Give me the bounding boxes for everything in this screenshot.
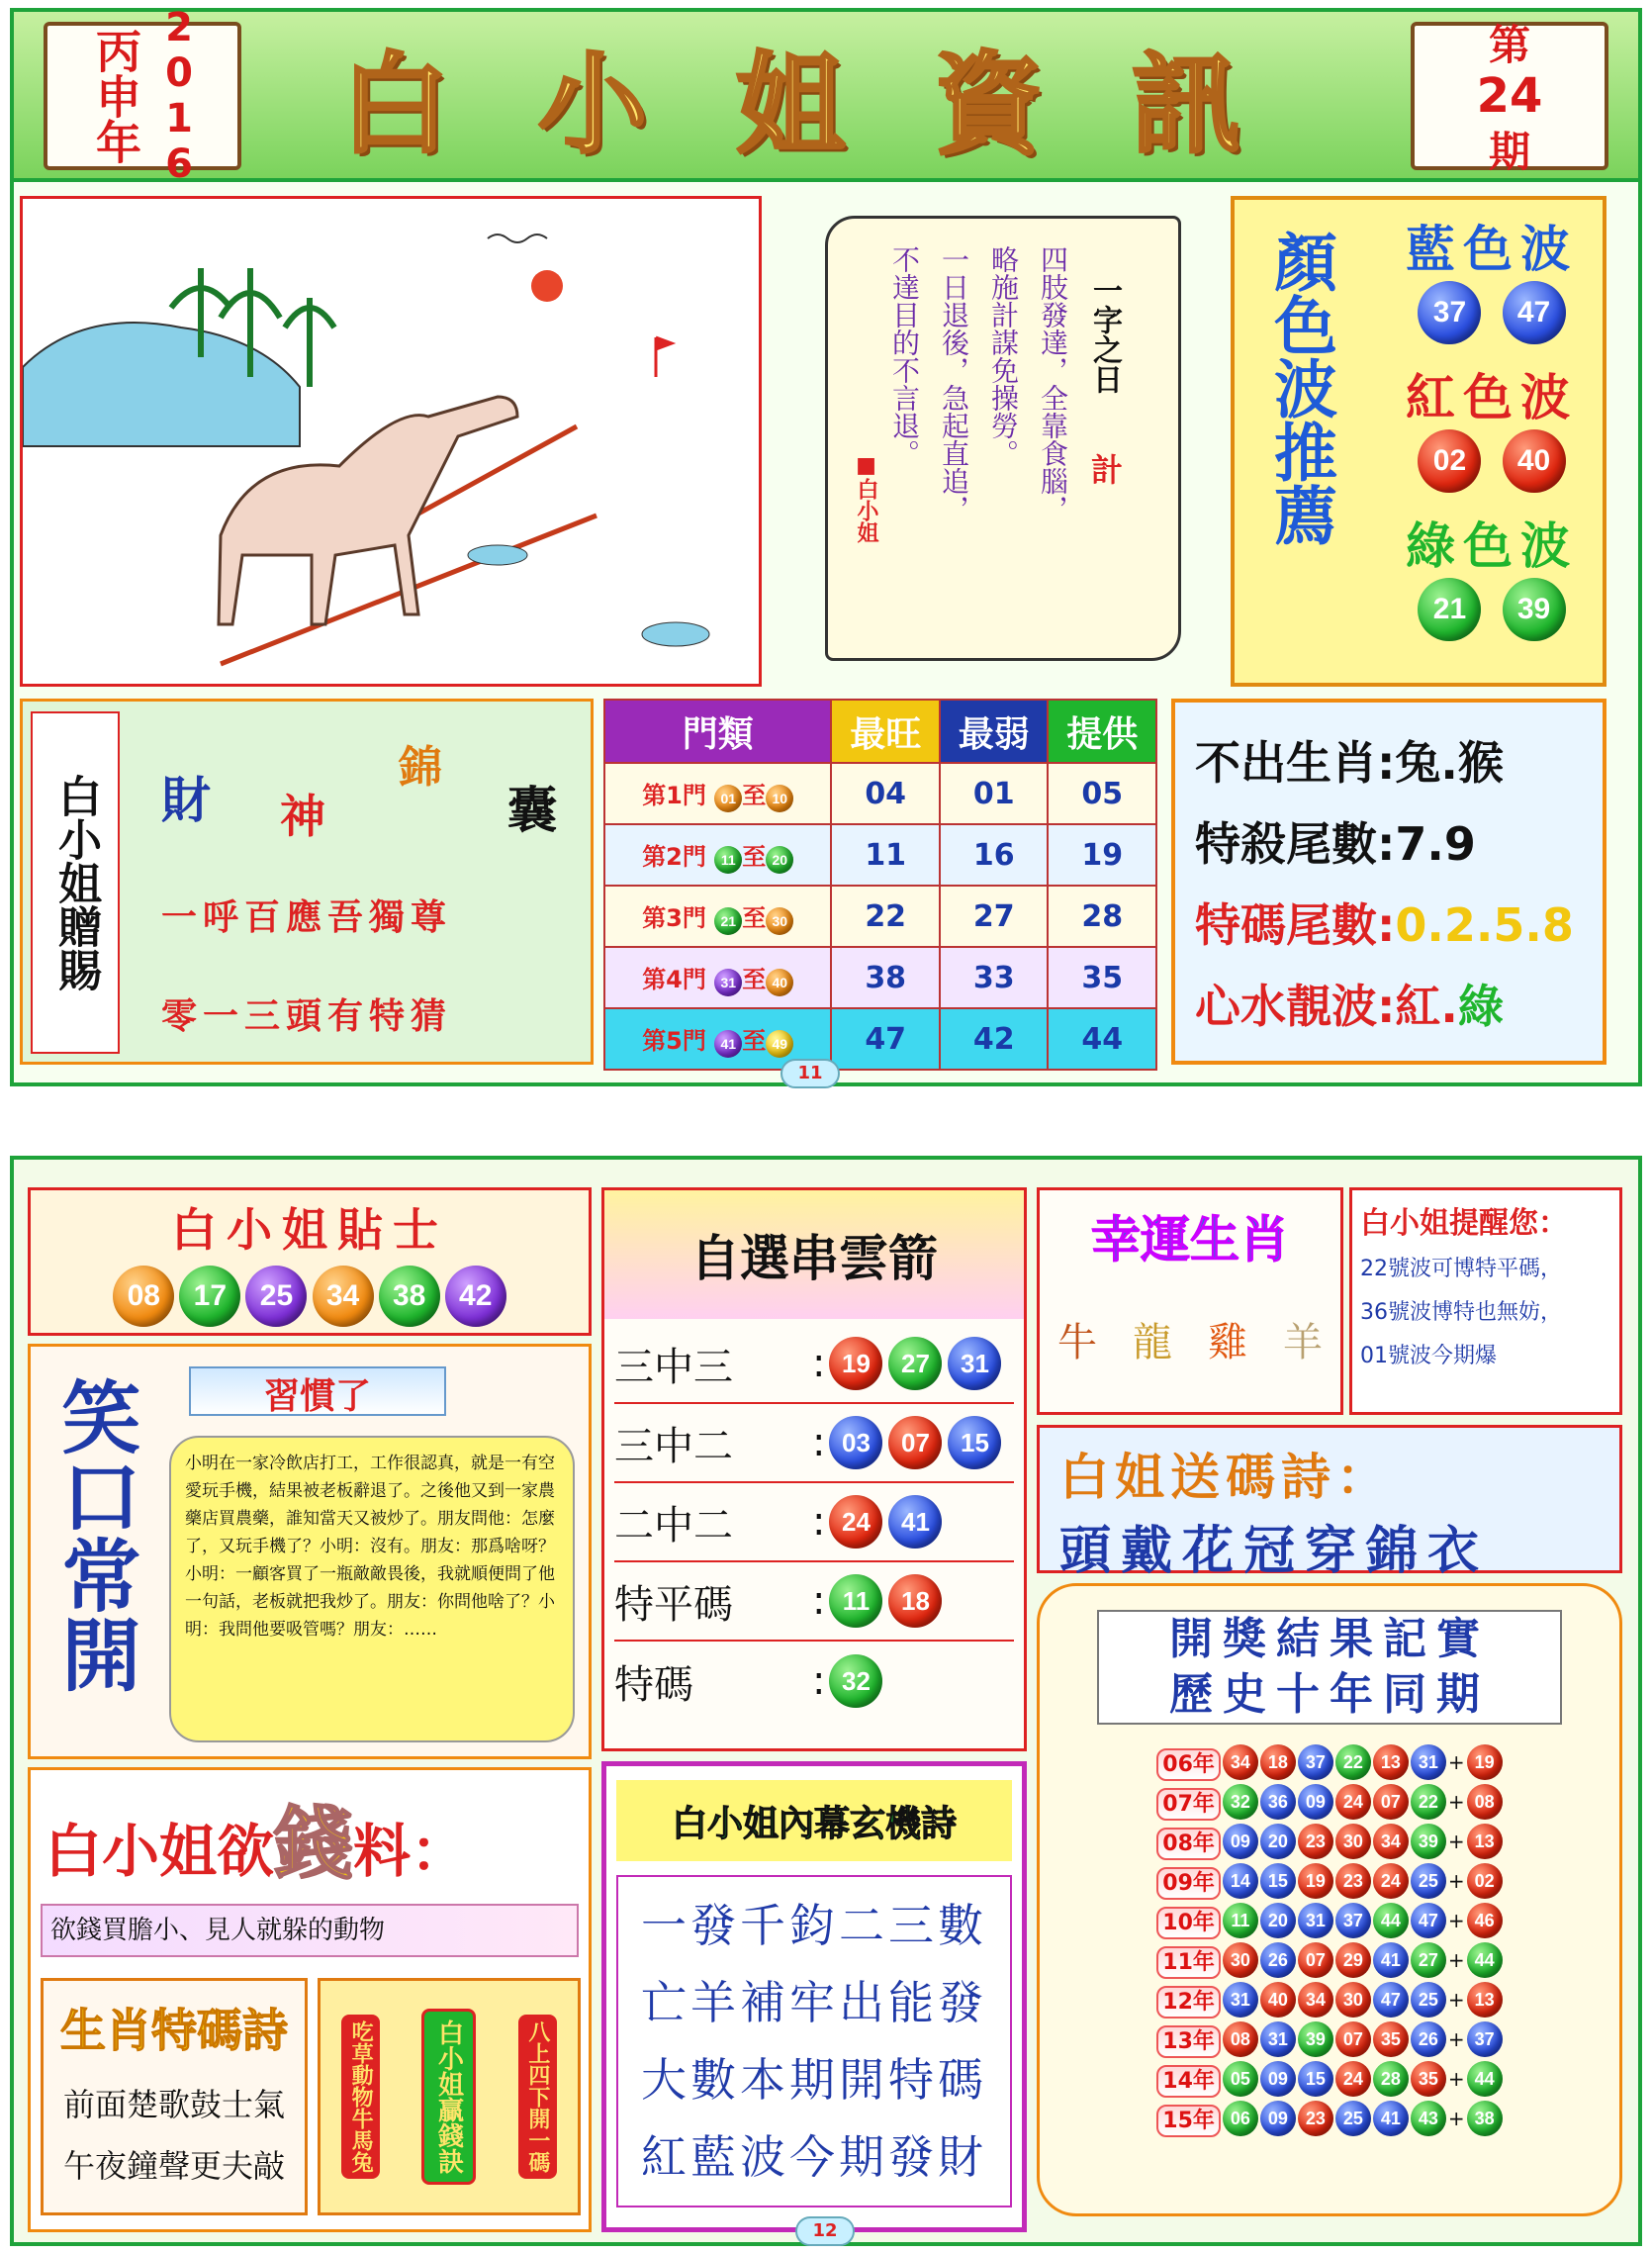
- history-ball: 18: [1260, 1744, 1296, 1780]
- gift-word-1: 財: [161, 771, 211, 829]
- wave-ball: 37: [1418, 281, 1481, 344]
- scroll-middle: 白小姐贏錢訣: [421, 2009, 476, 2185]
- history-ball: 11: [1223, 1903, 1258, 1938]
- history-ball: 30: [1223, 1942, 1258, 1978]
- door-offer: 28: [1048, 886, 1156, 947]
- history-plus: +: [1447, 2067, 1465, 2091]
- no-zodiac-label: 不出生肖: [1195, 736, 1377, 790]
- reminder-line: 36號波博特也無妨，: [1360, 1300, 1562, 1325]
- history-ball: 40: [1260, 1982, 1296, 2018]
- wave-label-red: 紅色波: [1406, 368, 1578, 426]
- history-panel: [1037, 1583, 1622, 2216]
- gift-word-3: 錦: [399, 742, 442, 793]
- history-ball: 32: [1223, 1784, 1258, 1820]
- main-title: [340, 32, 1330, 168]
- history-ball: 47: [1373, 1982, 1409, 2018]
- wave-ball: 02: [1418, 429, 1481, 493]
- year-label: 丙申年: [89, 28, 142, 164]
- wave-ball: 47: [1503, 281, 1566, 344]
- reminder-title: 白小姐提醒您：: [1360, 1206, 1568, 1241]
- reminder-panel: [1349, 1187, 1622, 1415]
- history-year: 07年: [1156, 1788, 1221, 1821]
- no-zodiac-row: 不出生肖:兔.猴: [1195, 736, 1504, 790]
- rooster-icon: 雞: [1208, 1320, 1247, 1365]
- self-pick-row: 三中三 : 19 27 31: [614, 1325, 1014, 1404]
- door-offer: 19: [1048, 824, 1156, 886]
- qian-liao-prefix: 白小姐欲: [45, 1818, 275, 1885]
- history-ball: 31: [1223, 1982, 1258, 2018]
- scroll-heading: 一字之日: [1087, 275, 1122, 394]
- self-pick-row: 特平碼 : 11 18: [614, 1562, 1014, 1642]
- poem-send-title: 白姐送碼詩：: [1059, 1448, 1392, 1506]
- history-ball: 08: [1223, 2021, 1258, 2057]
- history-row: [1155, 1782, 1503, 1822]
- history-year: 10年: [1156, 1907, 1221, 1939]
- tieshi-ball: 17: [179, 1266, 240, 1327]
- scroll-line-3: 一日退後，急起直追，: [938, 245, 970, 522]
- history-special-ball: 44: [1467, 1942, 1503, 1978]
- pick-ball: 41: [888, 1495, 942, 1549]
- year-book: [44, 5, 241, 187]
- pick-ball: 18: [888, 1574, 942, 1628]
- pick-ball: 07: [888, 1416, 942, 1469]
- history-plus: +: [1447, 1869, 1465, 1893]
- qian-liao-suffix: 料：: [353, 1818, 469, 1885]
- qian-liao-clue: 欲錢買膽小、見人就躲的動物: [41, 1904, 579, 1957]
- lucky-zodiac-animals: [1040, 1311, 1340, 1367]
- zodiac-poem-title: 生肖特碼詩: [60, 2004, 288, 2057]
- door-range: [604, 824, 831, 886]
- reminder-line: 22號波可博特平碼，: [1360, 1257, 1562, 1281]
- issue-prefix: 第: [1488, 21, 1530, 69]
- scrolls-panel: [318, 1978, 581, 2215]
- history-plus: +: [1447, 1909, 1465, 1932]
- pick-ball: 31: [948, 1337, 1001, 1390]
- history-title-2: 歷史十年同期: [1169, 1669, 1490, 1720]
- dragon-icon: 龍: [1133, 1320, 1172, 1365]
- gift-word-2: 神: [280, 790, 325, 843]
- door-best: 38: [831, 947, 940, 1008]
- history-plus: +: [1447, 1988, 1465, 2012]
- special-tail-label: 特碼尾數: [1195, 898, 1377, 952]
- door-best: 11: [831, 824, 940, 886]
- table-row: [604, 824, 1156, 886]
- gift-word-4: 囊: [507, 781, 557, 839]
- history-special-ball: 08: [1467, 1784, 1503, 1820]
- color-wave-title: 顏色波推薦: [1263, 230, 1337, 546]
- history-ball: 22: [1411, 1784, 1446, 1820]
- history-year: 08年: [1156, 1828, 1221, 1860]
- history-ball: 37: [1298, 1744, 1333, 1780]
- issue-number: 24: [1476, 68, 1543, 124]
- door-from: 01: [714, 785, 742, 812]
- history-ball: 15: [1298, 2061, 1333, 2097]
- door-connector: 至: [742, 965, 767, 993]
- history-ball: 34: [1223, 1744, 1258, 1780]
- self-pick-panel: [601, 1187, 1027, 1751]
- history-title-1: 開獎結果記實: [1169, 1614, 1490, 1664]
- issue-suffix: 期: [1488, 128, 1530, 176]
- history-ball: 24: [1335, 2061, 1371, 2097]
- door-range: [604, 763, 831, 824]
- door-connector: 至: [742, 1026, 767, 1055]
- self-pick-row: 特碼 : 32: [614, 1642, 1014, 1721]
- history-year: 12年: [1156, 1986, 1221, 2019]
- scroll-signature: ■白小姐: [854, 453, 878, 543]
- header-banner: [14, 5, 1638, 187]
- self-pick-row: 二中二 : 24 41: [614, 1483, 1014, 1562]
- qian-liao-title: [31, 1770, 589, 1904]
- self-pick-rows: [604, 1319, 1024, 1727]
- door-name: 第2門: [642, 842, 706, 871]
- history-ball: 05: [1223, 2061, 1258, 2097]
- tieshi-ball: 42: [445, 1266, 506, 1327]
- special-tail-value: 0.2.5.8: [1395, 898, 1574, 952]
- riddle-scroll: [785, 196, 1221, 687]
- history-special-ball: 37: [1467, 2021, 1503, 2057]
- header-door: 門類: [604, 700, 831, 763]
- history-plus: +: [1447, 1948, 1465, 1972]
- history-ball: 07: [1373, 1784, 1409, 1820]
- history-table: [1155, 1742, 1503, 2138]
- door-to: 49: [766, 1030, 793, 1058]
- history-row: [1155, 2099, 1503, 2138]
- door-table-header: [604, 700, 1156, 763]
- history-plus: +: [1447, 1790, 1465, 1814]
- qian-liao-panel: [28, 1767, 592, 2232]
- table-row: [604, 886, 1156, 947]
- scroll-line-1: 四肢發達，全靠食腦，: [1037, 245, 1069, 522]
- history-ball: 47: [1411, 1903, 1446, 1938]
- history-ball: 26: [1260, 1942, 1296, 1978]
- door-offer: 35: [1048, 947, 1156, 1008]
- history-row: [1155, 1940, 1503, 1980]
- history-special-ball: 13: [1467, 1982, 1503, 2018]
- self-pick-row: 三中二 : 03 07 15: [614, 1404, 1014, 1483]
- header-offer: 提供: [1048, 700, 1156, 763]
- history-ball: 07: [1298, 1942, 1333, 1978]
- wave-ball: 39: [1503, 578, 1566, 641]
- page-number: 11: [780, 1059, 840, 1088]
- history-year: 13年: [1156, 2025, 1221, 2058]
- history-ball: 23: [1298, 1824, 1333, 1859]
- door-to: 10: [766, 785, 793, 812]
- tieshi-ball: 08: [113, 1266, 174, 1327]
- special-tail-row: 特碼尾數:0.2.5.8: [1195, 898, 1574, 952]
- tieshi-title: 白小姐貼士: [171, 1203, 448, 1257]
- door-name: 第5門: [642, 1026, 706, 1055]
- door-offer: 05: [1048, 763, 1156, 824]
- history-ball: 34: [1373, 1824, 1409, 1859]
- tips-list: [1175, 703, 1603, 1067]
- history-ball: 44: [1373, 1903, 1409, 1938]
- door-name: 第3門: [642, 903, 706, 932]
- poem-send-panel: [1037, 1425, 1622, 1581]
- pick-label: 特平碼: [614, 1581, 733, 1628]
- history-row: [1155, 2059, 1503, 2099]
- history-ball: 43: [1411, 2101, 1446, 2136]
- zodiac-poem-panel: [41, 1978, 308, 2215]
- pick-label: 二中二: [614, 1502, 733, 1549]
- history-special-ball: 44: [1467, 2061, 1503, 2097]
- door-best: 04: [831, 763, 940, 824]
- history-ball: 25: [1411, 1982, 1446, 2018]
- scroll-left: 吃草動物牛馬兔: [341, 2015, 380, 2179]
- gift-panel: [20, 699, 594, 1065]
- header-best: 最旺: [831, 700, 940, 763]
- door-table: [603, 699, 1157, 1071]
- history-ball: 28: [1373, 2061, 1409, 2097]
- issue-book: [1411, 21, 1608, 176]
- gift-side-label: 白小姐贈賜: [31, 711, 120, 1054]
- history-ball: 30: [1335, 1982, 1371, 2018]
- main-title-text: 白小姐資訊: [340, 41, 1330, 168]
- zodiac-poem-line-2: 午夜鐘聲更夫敲: [62, 2147, 285, 2185]
- joke-body: 小明在一家冷飲店打工，工作很認真，就是一有空愛玩手機，結果被老板辭退了。之後他又到一家農藥店買農藥，誰知當天又被炒了。朋友問他：怎麼了，又玩手機了？小明：沒有。朋友：那爲啥呀？小明：一顧客買了一瓶敵敵畏後，我就順便問了他一句話，老板就把我炒了。朋友：你問他啥了？小明：我問他要吸管嗎？朋友：……: [169, 1436, 575, 1742]
- history-ball: 31: [1298, 1903, 1333, 1938]
- kill-tail-value: 7.9: [1395, 817, 1476, 871]
- history-row: [1155, 1980, 1503, 2019]
- tips-panel: [1171, 699, 1606, 1065]
- camel-illustration: [20, 196, 762, 687]
- pick-ball: 15: [948, 1416, 1001, 1469]
- history-ball: 23: [1298, 2101, 1333, 2136]
- wave-label-green: 綠色波: [1406, 517, 1578, 575]
- tieshi-ball: 38: [379, 1266, 440, 1327]
- door-name: 第1門: [642, 781, 706, 809]
- page-two: [10, 1156, 1642, 2246]
- history-ball: 09: [1298, 1784, 1333, 1820]
- history-year: 15年: [1156, 2105, 1221, 2137]
- wave-value-sep: .: [1440, 980, 1458, 1033]
- inner-poem-line: 一發千鈞二三數: [641, 1899, 987, 1952]
- scroll-right: 八上四下開一碼: [518, 2015, 557, 2179]
- pick-label: 三中三: [614, 1344, 733, 1390]
- history-ball: 20: [1260, 1903, 1296, 1938]
- pick-ball: 11: [829, 1574, 882, 1628]
- history-ball: 30: [1335, 1824, 1371, 1859]
- color-wave-groups: [1383, 210, 1601, 655]
- reminder-lines: [1360, 1248, 1611, 1378]
- kill-tail-label: 特殺尾數: [1195, 817, 1377, 871]
- color-wave-panel: [1231, 196, 1606, 687]
- door-name: 第4門: [642, 965, 706, 993]
- scroll-line-2: 略施計謀免操勞。: [987, 245, 1020, 467]
- tieshi-balls: [31, 1266, 589, 1327]
- history-special-ball: 46: [1467, 1903, 1503, 1938]
- scroll-line-4: 不達目的不言退。: [888, 245, 921, 467]
- history-ball: 20: [1260, 1824, 1296, 1859]
- history-plus: +: [1447, 2027, 1465, 2051]
- wave-label: 心水靚波: [1195, 980, 1377, 1033]
- qian-liao-big: 錢: [274, 1797, 354, 1890]
- door-connector: 至: [742, 903, 767, 932]
- door-from: 41: [714, 1030, 742, 1058]
- door-to: 40: [766, 969, 793, 996]
- history-year: 11年: [1156, 1946, 1221, 1979]
- history-plus: +: [1447, 2107, 1465, 2130]
- lucky-zodiac-panel: [1037, 1187, 1343, 1415]
- wave-value-green: 綠: [1457, 980, 1504, 1033]
- tieshi-ball: 25: [245, 1266, 307, 1327]
- goat-icon: 羊: [1283, 1320, 1323, 1365]
- door-best: 47: [831, 1008, 940, 1070]
- history-ball: 23: [1335, 1863, 1371, 1899]
- header-worst: 最弱: [940, 700, 1049, 763]
- wave-ball: 21: [1418, 578, 1481, 641]
- kill-tail-row: 特殺尾數:7.9: [1195, 817, 1476, 871]
- history-ball: 25: [1411, 1863, 1446, 1899]
- wave-group-red: [1383, 358, 1601, 507]
- history-row: [1155, 2019, 1503, 2059]
- history-year: 09年: [1156, 1867, 1221, 1900]
- lucky-zodiac-title: 幸運生肖: [1091, 1210, 1289, 1268]
- history-title-box: [1097, 1610, 1562, 1725]
- joke-title: 習慣了: [189, 1366, 446, 1416]
- history-ball: 22: [1335, 1744, 1371, 1780]
- scroll-answer: 計: [1086, 453, 1124, 485]
- history-plus: +: [1447, 1830, 1465, 1853]
- door-worst: 01: [940, 763, 1049, 824]
- pick-ball: 32: [829, 1654, 882, 1708]
- history-ball: 29: [1335, 1942, 1371, 1978]
- history-ball: 24: [1335, 1784, 1371, 1820]
- history-special-ball: 38: [1467, 2101, 1503, 2136]
- no-zodiac-value: 兔.猴: [1395, 736, 1504, 790]
- history-ball: 35: [1411, 2061, 1446, 2097]
- history-ball: 41: [1373, 2101, 1409, 2136]
- pick-ball: 27: [888, 1337, 942, 1390]
- table-row: [604, 947, 1156, 1008]
- poem-send-line: 頭戴花冠穿錦衣: [1059, 1521, 1490, 1581]
- history-year: 06年: [1156, 1748, 1221, 1781]
- inner-poem-panel: [601, 1761, 1027, 2232]
- self-pick-title: 自選串雲箭: [604, 1190, 1024, 1319]
- wave-group-blue: [1383, 210, 1601, 358]
- history-ball: 31: [1260, 2021, 1296, 2057]
- door-connector: 至: [742, 842, 767, 871]
- wave-value-red: 紅: [1395, 980, 1441, 1033]
- pick-label: 三中二: [614, 1423, 733, 1469]
- inner-poem-line: 大數本期開特碼: [641, 2053, 987, 2107]
- history-ball: 25: [1335, 2101, 1371, 2136]
- history-ball: 31: [1411, 1744, 1446, 1780]
- wave-row: 心水靚波:紅.綠: [1195, 980, 1504, 1033]
- tieshi-ball: 34: [313, 1266, 374, 1327]
- history-ball: 09: [1260, 2101, 1296, 2136]
- door-to: 30: [766, 907, 793, 935]
- pick-ball: 03: [829, 1416, 882, 1469]
- inner-poem-line: 紅藍波今期發財: [641, 2130, 987, 2184]
- pick-ball: 19: [829, 1337, 882, 1390]
- door-worst: 42: [940, 1008, 1049, 1070]
- gift-line-2: 零一三頭有特猜: [161, 995, 453, 1037]
- door-range: [604, 947, 831, 1008]
- history-ball: 39: [1411, 1824, 1446, 1859]
- table-row: [604, 1008, 1156, 1070]
- pick-label: 特碼: [614, 1661, 693, 1708]
- door-from: 31: [714, 969, 742, 996]
- history-row: [1155, 1742, 1503, 1782]
- history-ball: 09: [1260, 2061, 1296, 2097]
- table-row: [604, 763, 1156, 824]
- door-worst: 33: [940, 947, 1049, 1008]
- zodiac-poem-line-1: 前面楚歌鼓士氣: [62, 2086, 285, 2123]
- history-row: [1155, 1901, 1503, 1940]
- history-ball: 06: [1223, 2101, 1258, 2136]
- wave-group-green: [1383, 507, 1601, 655]
- page-one: [10, 5, 1642, 1086]
- joke-panel: [28, 1344, 592, 1759]
- history-ball: 37: [1335, 1903, 1371, 1938]
- history-ball: 19: [1298, 1863, 1333, 1899]
- inner-poem-lines: [616, 1875, 1012, 2207]
- door-to: 20: [766, 846, 793, 874]
- door-range: [604, 886, 831, 947]
- history-special-ball: 19: [1467, 1744, 1503, 1780]
- history-ball: 36: [1260, 1784, 1296, 1820]
- history-ball: 24: [1373, 1863, 1409, 1899]
- history-ball: 09: [1223, 1824, 1258, 1859]
- history-ball: 34: [1298, 1982, 1333, 2018]
- inner-poem-line: 亡羊補牢出能發: [641, 1976, 987, 2029]
- history-row: [1155, 1861, 1503, 1901]
- wave-label-blue: 藍色波: [1406, 220, 1578, 278]
- wave-ball: 40: [1503, 429, 1566, 493]
- history-ball: 27: [1411, 1942, 1446, 1978]
- gift-line-1: 一呼百應吾獨尊: [161, 896, 453, 938]
- history-ball: 14: [1223, 1863, 1258, 1899]
- history-ball: 15: [1260, 1863, 1296, 1899]
- inner-poem-title: 白小姐內幕玄機詩: [616, 1780, 1012, 1861]
- history-row: [1155, 1822, 1503, 1861]
- door-table-panel: [603, 699, 1157, 1065]
- door-worst: 27: [940, 886, 1049, 947]
- history-ball: 39: [1298, 2021, 1333, 2057]
- door-worst: 16: [940, 824, 1049, 886]
- joke-side-title: 笑口常開: [48, 1376, 141, 1693]
- reminder-line: 01號波今期爆: [1360, 1344, 1497, 1368]
- ox-icon: 牛: [1057, 1320, 1097, 1365]
- camel-drawing-icon: [23, 199, 759, 684]
- history-special-ball: 02: [1467, 1863, 1503, 1899]
- history-ball: 13: [1373, 1744, 1409, 1780]
- history-year: 14年: [1156, 2065, 1221, 2098]
- door-best: 22: [831, 886, 940, 947]
- door-connector: 至: [742, 781, 767, 809]
- door-from: 21: [714, 907, 742, 935]
- page-number: 12: [795, 2216, 855, 2246]
- tieshi-panel: [28, 1187, 592, 1336]
- door-offer: 44: [1048, 1008, 1156, 1070]
- history-ball: 35: [1373, 2021, 1409, 2057]
- history-ball: 26: [1411, 2021, 1446, 2057]
- history-special-ball: 13: [1467, 1824, 1503, 1859]
- year-number: 2016: [156, 5, 202, 187]
- pick-ball: 24: [829, 1495, 882, 1549]
- history-ball: 41: [1373, 1942, 1409, 1978]
- history-ball: 07: [1335, 2021, 1371, 2057]
- history-plus: +: [1447, 1750, 1465, 1774]
- scroll-verse: [884, 245, 1072, 641]
- door-from: 11: [714, 846, 742, 874]
